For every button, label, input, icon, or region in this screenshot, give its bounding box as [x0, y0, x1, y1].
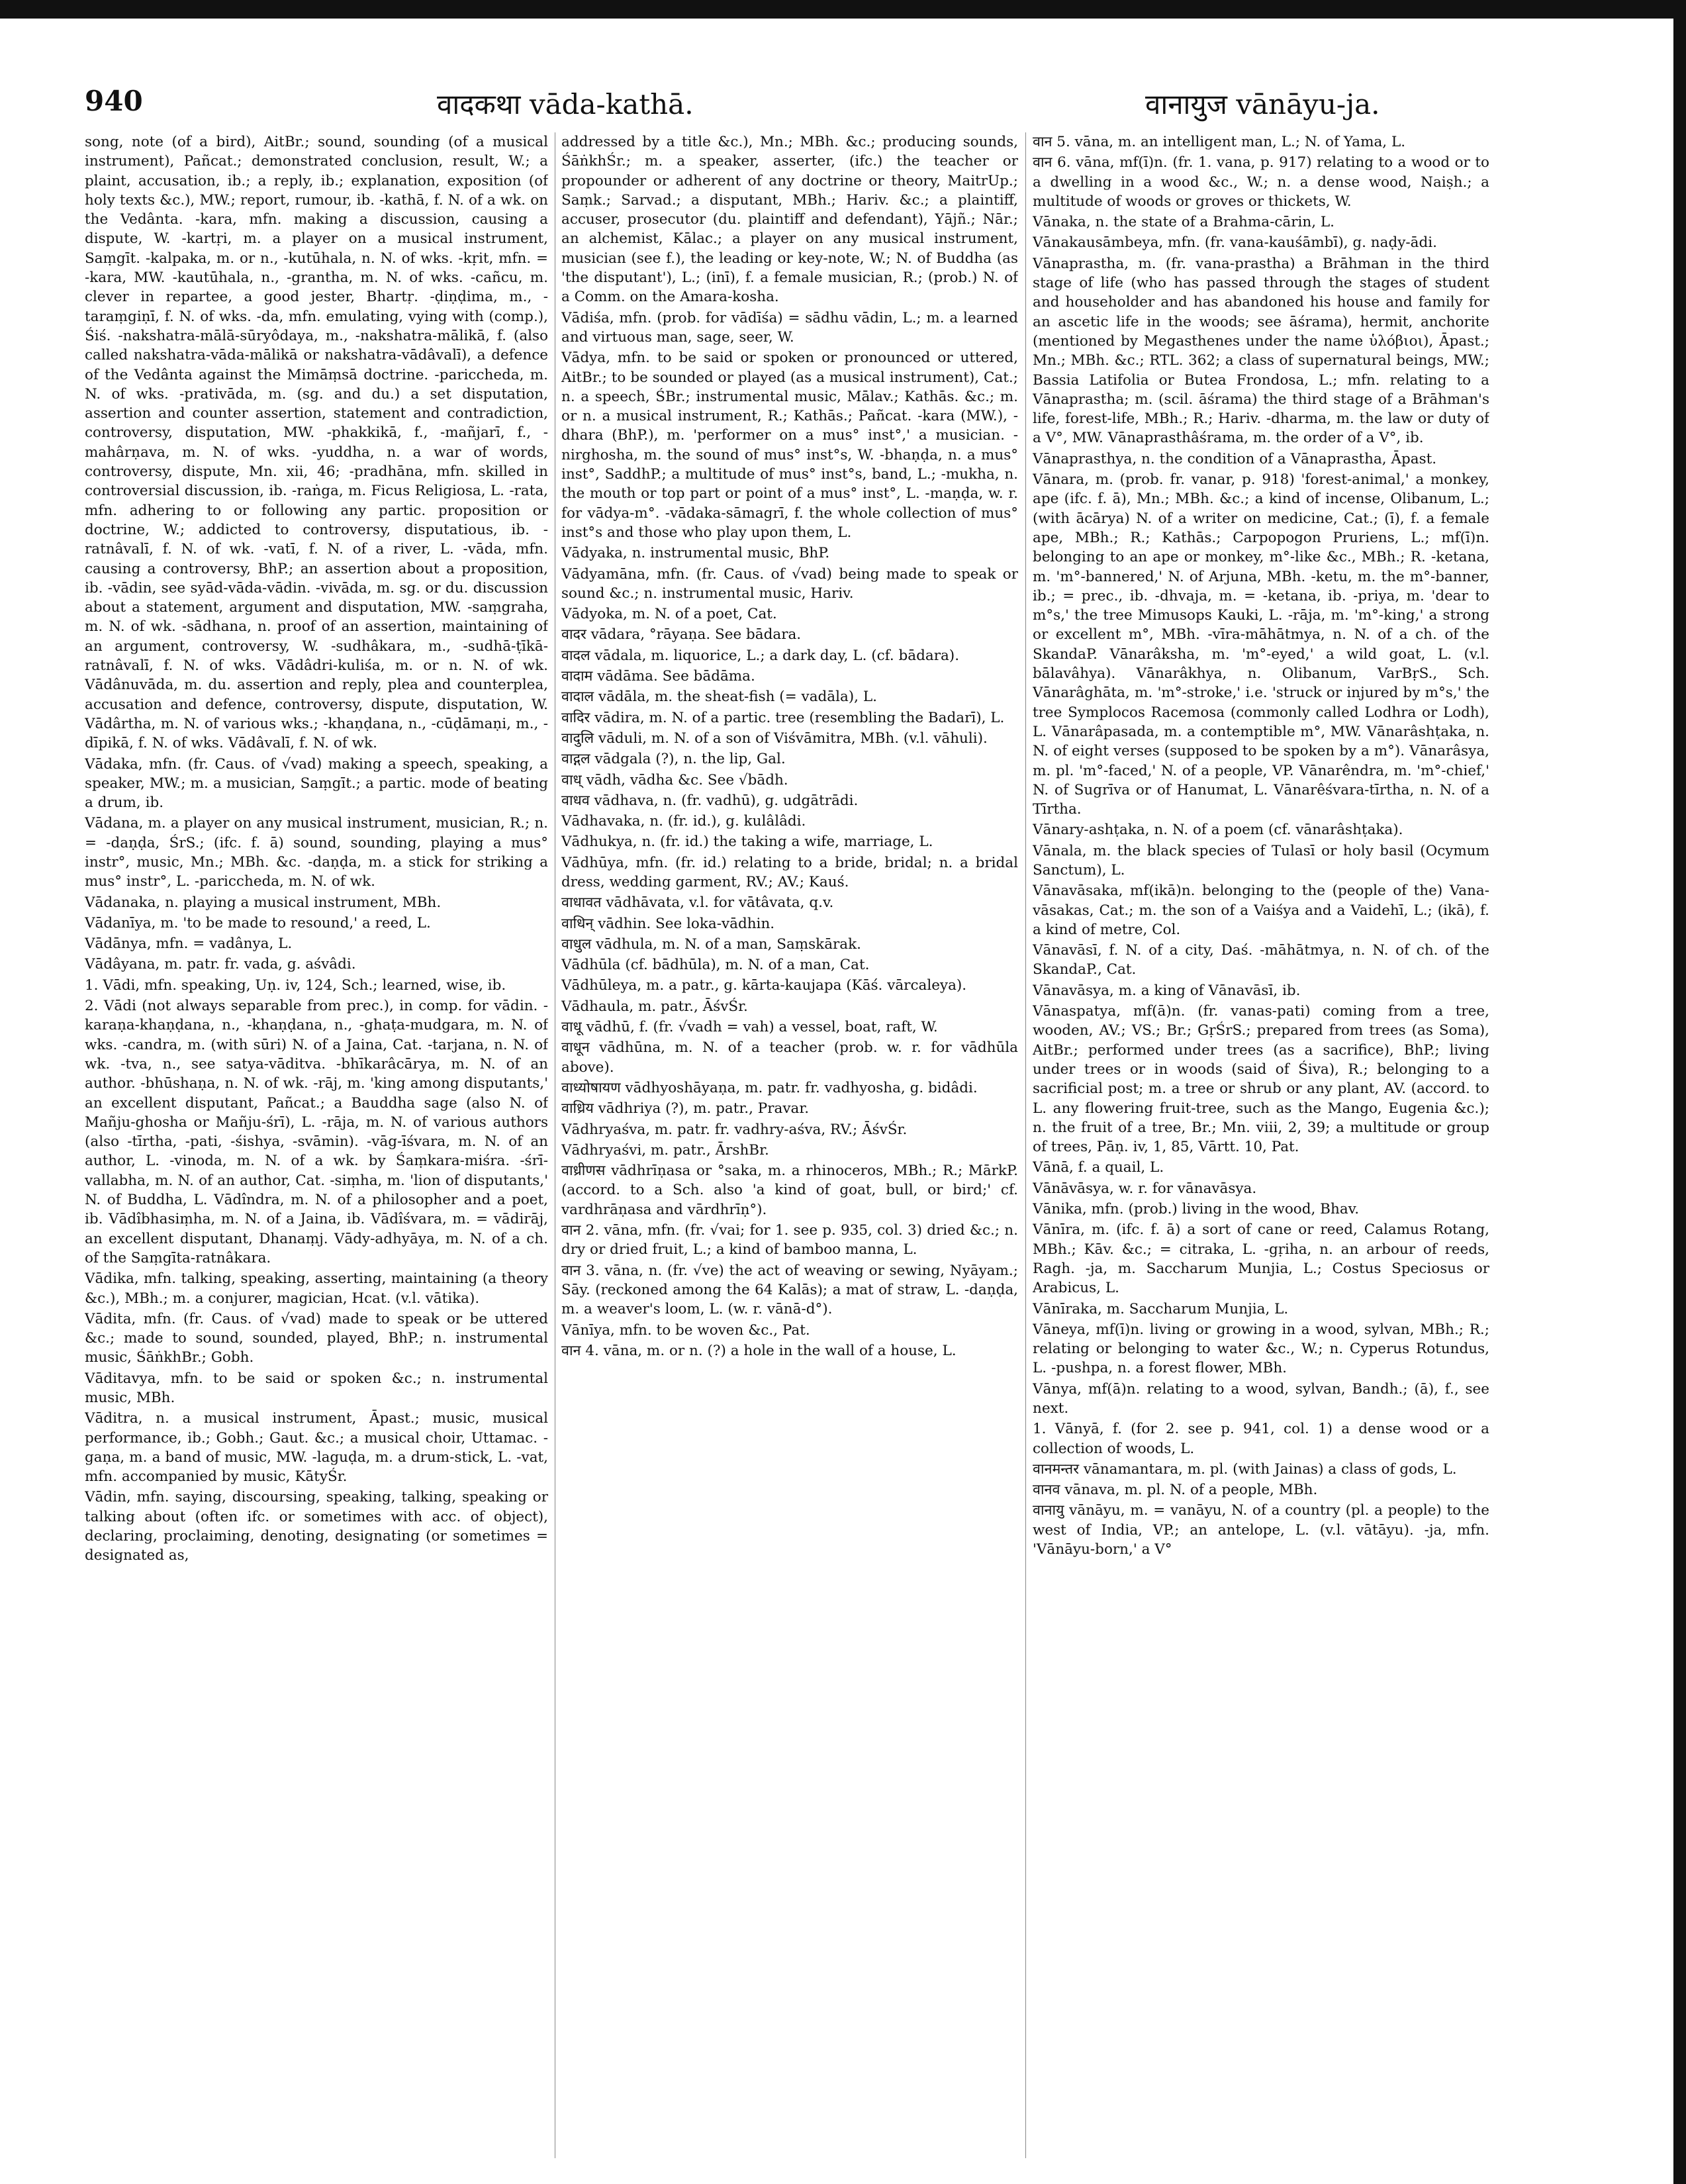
dictionary-entry: Vānavāsī, f. N. of a city, Daś. -māhātmya, n. N. of ch. of the SkandaP., Cat.: [1033, 942, 1489, 978]
dictionary-entry: Vānavāsaka, mf(ikā)n. belonging to the (people of the) Vana-vāsakas, Cat.; m. the son of a Vaiśya and a Vaidehī, L.; (ikā), f. a kind of metre, Col.: [1033, 882, 1489, 938]
dictionary-entry: Vādâyana, m. patr. fr. vada, g. aśvâdi.: [85, 956, 356, 973]
dictionary-entry: वाध्रिय vādhriya (?), m. patr., Pravar.: [561, 1100, 810, 1117]
dictionary-entry: Vādyaka, n. instrumental music, BhP.: [561, 545, 830, 562]
dictionary-entry: 1. Vādi, mfn. speaking, Uṇ. iv, 124, Sch.; learned, wise, ib.: [85, 976, 506, 994]
dictionary-entry: वाधुल vādhula, m. N. of a man, Saṃskārak.: [561, 935, 861, 953]
dictionary-entry: Vāditavya, mfn. to be said or spoken &c.; n. instrumental music, MBh.: [85, 1370, 548, 1406]
dictionary-entry: Vānika, mfn. (prob.) living in the wood, Bhav.: [1033, 1201, 1360, 1218]
dictionary-entry: Vānakausāmbeya, mfn. (fr. vana-kauśāmbī), g. naḍy-ādi.: [1033, 234, 1437, 252]
dictionary-entry: वादिर vādira, m. N. of a partic. tree (resembling the Badarī), L.: [561, 709, 1005, 726]
dictionary-entry: Vānala, m. the black species of Tulasī or holy basil (Ocymum Sanctum), L.: [1033, 842, 1489, 878]
dictionary-entry: वाधावत vādhāvata, v.l. for vātâvata, q.v.: [561, 894, 834, 912]
dictionary-entry: Vādika, mfn. talking, speaking, asserting, maintaining (a theory &c.), MBh.; m. a conjurer, magician, Hcat. (v.l. vātika).: [85, 1270, 548, 1307]
dictionary-column-3: [1033, 132, 1489, 2158]
dictionary-entry: Vādhavaka, n. (fr. id.), g. kulâlâdi.: [561, 813, 806, 830]
dictionary-entry: Vānavāsya, m. a king of Vānavāsī, ib.: [1033, 982, 1301, 999]
dictionary-entry: Vādhukya, n. (fr. id.) the taking a wife, marriage, L.: [561, 833, 933, 851]
dictionary-entry: Vānīraka, m. Saccharum Munjia, L.: [1033, 1300, 1289, 1317]
dictionary-entry: वान 4. vāna, m. or n. (?) a hole in the wall of a house, L.: [561, 1342, 957, 1359]
dictionary-entry: Vādin, mfn. saying, discoursing, speaking, talking, speaking or talking about (often ifc. or sometimes with acc. of object), declaring, proclaiming, denoting, designating (or sometimes = designated as,: [85, 1489, 548, 1564]
dictionary-entry: Vānaka, n. the state of a Brahma-cārin, L.: [1033, 214, 1335, 231]
dictionary-entry: वान 2. vāna, mfn. (fr. √vai; for 1. see p. 935, col. 3) dried &c.; n. dry or dried fruit, L.; a kind of bamboo manna, L.: [561, 1222, 1018, 1258]
scan-border-notch: [1648, 9, 1673, 15]
dictionary-entry: Vādyamāna, mfn. (fr. Caus. of √vad) being made to speak or sound &c.; n. instrumental music, Hariv.: [561, 565, 1018, 602]
dictionary-entry: Vānary-ashṭaka, n. N. of a poem (cf. vānarâshṭaka).: [1033, 822, 1403, 839]
dictionary-entry: वादाम vādāma. See bādāma.: [561, 668, 755, 685]
page-number: 940: [85, 85, 143, 117]
dictionary-entry: 2. Vādi (not always separable from prec.), in comp. for vādin. -karaṇa-khaṇḍana, n., -khaṇḍana, n., -ghaṭa-mudgara, m. N. of wks. -candra, m. (with sūri) N. of a Jaina, Cat. -tarjana, n. N. of wk. -tva, n., see satya-vāditva. -bhīkarâcārya, m. N. of an author. -bhūshaṇa, n. N. of wk. -rāj, m. 'king among disputants,' an excellent disputant, Pañcat.; a Bauddha sage (also N. of Mañju-ghosha or Mañju-śrī), L. -rāja, m. N. of various authors (also -tīrtha, -pati, -śishya, -svāmin). -vāg-īśvara, m. N. of an author, L. -vinoda, m. N. of a wk. by Śaṃkara-miśra. -śrī-vallabha, m. N. of an author, Cat. -siṃha, m. 'lion of disputants,' N. of Buddha, L. Vādîndra, m. N. of a philosopher and a poet, ib. Vādîbhasiṃha, m. N. of a Jaina, ib. Vādîśvara, m. = vādirāj, an excellent disputant, Dhanaṃj. Vādy-adhyāya, m. N. of a ch. of the Saṃgīta-ratnâkara.: [85, 998, 548, 1266]
dictionary-entry: वाधून vādhūna, m. N. of a teacher (prob. w. r. for vādhūla above).: [561, 1039, 1018, 1076]
dictionary-entry: Vānīra, m. (ifc. f. ā) a sort of cane or reed, Calamus Rotang, MBh.; Kāv. &c.; = citraka, L. -gṛiha, n. an arbour of reeds, Ragh. -ja, m. Saccharum Munjia, L.; Costus Speciosus or Arabicus, L.: [1033, 1221, 1489, 1297]
dictionary-entry: Vādita, mfn. (fr. Caus. of √vad) made to speak or be uttered &c.; made to sound, sounded, played, BhP.; n. instrumental music, ŚāṅkhBr.; Gobh.: [85, 1310, 548, 1366]
dictionary-entry: Vādhryaśva, m. patr. fr. vadhry-aśva, RV.; ĀśvŚr.: [561, 1121, 908, 1138]
dictionary-entry: Vādana, m. a player on any musical instrument, musician, R.; n. = -daṇḍa, ŚrS.; (ifc. f. ā) sound, sounding, playing a mus° instr°, music, Mn.; MBh. &c. -daṇḍa, m. a stick for striking a mus° instr°, L. -pariccheda, m. N. of wk.: [85, 815, 548, 890]
dictionary-entry: Vādyoka, m. N. of a poet, Cat.: [561, 606, 777, 623]
dictionary-entry: Vādhūya, mfn. (fr. id.) relating to a bride, bridal; n. a bridal dress, wedding garment, RV.; AV.; Kauś.: [561, 854, 1018, 890]
dictionary-entry: Vānā, f. a quail, L.: [1033, 1159, 1164, 1176]
scan-border-top: [0, 0, 1686, 19]
dictionary-column-2: [561, 132, 1018, 2158]
dictionary-entry: Vādhaula, m. patr., ĀśvŚr.: [561, 998, 748, 1015]
dictionary-column-1: [85, 132, 548, 2158]
dictionary-entry: Vāneya, mf(ī)n. living or growing in a wood, sylvan, MBh.; R.; relating or belonging to water &c., W.; n. Cyperus Rotundus, L. -pushpa, n. a forest flower, MBh.: [1033, 1321, 1489, 1377]
dictionary-entry: Vānara, m. (prob. fr. vanar, p. 918) 'forest-animal,' a monkey, ape (ifc. f. ā), Mn.; MBh. &c.; a kind of incense, Olibanum, L.; (with ācārya) N. of a writer on medicine, Cat.; (ī), f. a female ape, MBh.; R.; Kathās.; Carpopogon Pruriens, L.; mf(ī)n. belonging to an ape or monkey, m°-like &c., MBh.; R. -ketana, m. 'm°-bannered,' N. of Arjuna, MBh. -ketu, m. the m°-banner, ib.; = prec., ib. -dhvaja, m. = -ketana, ib. -priya, m. 'dear to m°s,' the tree Mimusops Kauki, L. -rāja, m. 'm°-king,' a strong or excellent m°, MBh. -vīra-māhātmya, n. N. of a ch. of the SkandaP. Vānarâksha, m. 'm°-eyed,' a wild goat, L. (v.l. bālavâhya). Vānarâkhya, n. Olibanum, VarBṛS., Sch. Vānarâghāta, m. 'm°-stroke,' i.e. 'struck or injured by m°s,' the tree Symplocos Racemosa (commonly called Lodhra or Lodh), L. Vānarâpasada, m. a contemptible m°, MW. Vānarâshṭaka, n. N. of eight verses (supposed to be spoken by a m°). Vānarâsya, m. pl. 'm°-faced,' N. of a people, VP. Vānarêndra, m. 'm°-chief,' N. of Sugrīva or of Hanumat, L. Vānarêśvara-tīrtha, n. N. of a Tīrtha.: [1033, 471, 1489, 818]
dictionary-entry: Vādhūla (cf. bādhūla), m. N. of a man, Cat.: [561, 957, 870, 974]
dictionary-entry: song, note (of a bird), AitBr.; sound, sounding (of a musical instrument), Pañcat.; demonstrated conclusion, result, W.; a plaint, accusation, ib.; a reply, ib.; explanation, exposition (of holy texts &c.), MW.; report, rumour, ib. -kathā, f. N. of a wk. on the Vedânta. -kara, mfn. making a discussion, causing a dispute, W. -kartṛi, m. a player on a musical instrument, Saṃgīt. -kalpaka, m. or n., -kutūhala, n. N. of wks. -kṛit, mfn. = -kara, MW. -kautūhala, n., -grantha, m. N. of wks. -cañcu, m. clever in repartee, a good jester, Bhartṛ. -ḍiṇḍima, m., -taraṃgiṇī, f. N. of wks. -da, mfn. emulating, vying with (comp.), Śiś. -nakshatra-mālā-sūryôdaya, m., -nakshatra-mālikā, f. (also called nakshatra-vāda-mālikā or nakshatra-vādâvalī), a defence of the Vedânta against the Mimāṃsā doctrine. -pariccheda, m. N. of wks. -prativāda, m. (sg. and du.) a set disputation, assertion and counter assertion, statement and contradiction, controversy, disputation, MW. -phakkikā, f., -mañjarī, f., -mahârṇava, m. N. of wks. -yuddha, n. a war of words, controversy, dispute, Mn. xii, 46; -pradhāna, mfn. skilled in controversial discussion, ib. -raṅga, m. Ficus Religiosa, L. -rata, mfn. adhering to or following any partic. proposition or doctrine, W.; addicted to controversy, disputatious, ib. -ratnâvalī, f. N. of wk. -vatī, f. N. of a river, L. -vāda, mfn. causing a controversy, BhP.; an assertion about a proposition, ib. -vādin, see syād-vāda-vādin. -vivāda, m. sg. or du. discussion about a statement, argument and disputation, MW. -saṃgraha, m. N. of wk. -sādhana, n. proof of an assertion, maintaining of an argument, controversy, W. -sudhâkara, m., -sudhā-ṭīkā-ratnâvalī, f. N. of wks. Vādâdri-kuliśa, m. or n. N. of wk. Vādânuvāda, m. du. assertion and reply, plea and counterplea, accusation and defence, controversy, dispute, disputation, W. Vādârtha, m. N. of various wks.; -khaṇḍana, n., -cūḍāmaṇi, m., -dīpikā, f. N. of wks. Vādâvalī, f. N. of wk.: [85, 134, 548, 752]
dictionary-entry: Vāditra, n. a musical instrument, Āpast.; music, musical performance, ib.; Gobh.; Gaut. &c.; a musical choir, Uttamac. -gaṇa, m. a band of music, MW. -laguḍa, m. a drum-stick, L. -vat, mfn. accompanied by music, KātyŚr.: [85, 1410, 548, 1486]
dictionary-entry: Vānya, mf(ā)n. relating to a wood, sylvan, Bandh.; (ā), f., see next.: [1033, 1380, 1489, 1417]
dictionary-entry: वानमन्तर vānamantara, m. pl. (with Jainas) a class of gods, L.: [1033, 1460, 1457, 1478]
dictionary-entry: Vādaka, mfn. (fr. Caus. of √vad) making a speech, speaking, a speaker, MW.; m. a musician, Saṃgīt.; a partic. mode of beating a drum, ib.: [85, 755, 548, 812]
dictionary-entry: Vādhryaśvi, m. patr., ĀrshBr.: [561, 1141, 769, 1159]
dictionary-entry: addressed by a title &c.), Mn.; MBh. &c.; producing sounds, ŚāṅkhŚr.; m. a speaker, asserter, (ifc.) the teacher or propounder or adherent of any doctrine or theory, MaitrUp.; Saṃk.; Sarvad.; a disputant, MBh.; Hariv. &c.; a plaintiff, accuser, prosecutor (du. plaintiff and defendant), Yājñ.; Nār.; an alchemist, Kālac.; a player on any musical instrument, musician (see f.), the leading or key-note, W.; N. of Buddha (as 'the disputant'), L.; (inī), f. a female musician, R.; (prob.) N. of a Comm. on the Amara-kosha.: [561, 134, 1018, 306]
dictionary-entry: वादल vādala, m. liquorice, L.; a dark day, L. (cf. bādara).: [561, 647, 960, 664]
dictionary-entry: वाधव vādhava, n. (fr. vadhū), g. udgātrādi.: [561, 792, 859, 809]
dictionary-entry: वान 3. vāna, n. (fr. √ve) the act of weaving or sewing, Nyāyam.; Sāy. (reckoned among the 64 Kalās); a mat of straw, L. -daṇḍa, m. a weaver's loom, L. (w. r. vānā-d°).: [561, 1262, 1018, 1318]
dictionary-entry: वानायु vānāyu, m. = vanāyu, N. of a country (pl. a people) to the west of India, VP.; an antelope, L. (v.l. vātāyu). -ja, mfn. 'Vānāyu-born,' a V°: [1033, 1502, 1489, 1558]
column-rule: [1025, 132, 1026, 2158]
dictionary-entry: वादर vādara, °rāyaṇa. See bādara.: [561, 626, 802, 643]
dictionary-entry: Vānaprasthya, n. the condition of a Vānaprastha, Āpast.: [1033, 450, 1437, 467]
dictionary-entry: वाधू vādhū, f. (fr. √vadh = vah) a vessel, boat, raft, W.: [561, 1019, 938, 1036]
dictionary-entry: वान 6. vāna, mf(ī)n. (fr. 1. vana, p. 917) relating to a wood or to a dwelling in a wood &c., W.; n. a dense wood, Naiṣh.; a multitude of woods or groves or thickets, W.: [1033, 154, 1489, 210]
dictionary-entry: वाधिन् vādhin. See loka-vādhin.: [561, 915, 775, 932]
dictionary-entry: Vādanaka, n. playing a musical instrument, MBh.: [85, 894, 442, 911]
dictionary-entry: Vānīya, mfn. to be woven &c., Pat.: [561, 1321, 810, 1339]
dictionary-entry: 1. Vānyā, f. (for 2. see p. 941, col. 1) a dense wood or a collection of woods, L.: [1033, 1421, 1489, 1457]
dictionary-entry: Vānaspatya, mf(ā)n. (fr. vanas-pati) coming from a tree, wooden, AV.; VS.; Br.; GṛŚrS.; prepared from trees (as Soma), AitBr.; performed under trees (as a sacrifice), BhP.; living under trees or in woods (said of Śiva), R.; belonging to a sacrificial post; m. a tree or shrub or any plant, AV. (accord. to L. any flowering fruit-tree, such as the Mango, Eugenia &c.); n. the fruit of a tree, Br.; Mn. viii, 2, 39; a multitude or group of trees, Pāṇ. iv, 1, 85, Vārtt. 10, Pat.: [1033, 1003, 1489, 1156]
dictionary-entry: Vādhūleya, m. a patr., g. kārta-kaujapa (Kāś. vārcaleya).: [561, 977, 967, 994]
dictionary-entry: Vānāvāsya, w. r. for vānavāsya.: [1033, 1180, 1257, 1197]
dictionary-entry: वाध्रीणस vādhrīṇasa or °saka, m. a rhinoceros, MBh.; R.; MārkP. (accord. to a Sch. also 'a kind of goat, bull, or bird;' cf. vardhrāṇasa and vārdhrīṇ°).: [561, 1163, 1018, 1218]
dictionary-entry: वान 5. vāna, m. an intelligent man, L.; N. of Yama, L.: [1033, 134, 1406, 150]
dictionary-entry: Vādanīya, m. 'to be made to resound,' a reed, L.: [85, 914, 431, 931]
running-head-left: वादकथा vāda-kathā.: [437, 88, 694, 120]
dictionary-entry: Vānaprastha, m. (fr. vana-prastha) a Brāhman in the third stage of life (who has passed through the stages of student and householder and has abandoned his house and family for an ascetic life in the woods; see āśrama), hermit, anchorite (mentioned by Megasthenes under the name ὑλόβιοι), Āpast.; Mn.; MBh. &c.; RTL. 362; a class of supernatural beings, MW.; Bassia Latifolia or Butea Frondosa, L.; mfn. relating to a Vānaprastha; m. (scil. āśrama) the third stage of a Brāhman's life, forest-life, MBh.; R.; Hariv. -dharma, m. the law or duty of a V°, MW. Vānaprasthâśrama, m. the order of a V°, ib.: [1033, 255, 1489, 447]
scan-border-right: [1673, 0, 1686, 2184]
dictionary-entry: Vādānya, mfn. = vadânya, L.: [85, 935, 293, 953]
dictionary-entry: वादाल vādāla, m. the sheat-fish (= vadāla), L.: [561, 688, 877, 706]
dictionary-entry: Vādya, mfn. to be said or spoken or pronounced or uttered, AitBr.; to be sounded or played (as a musical instrument), Cat.; n. a speech, ŚBr.; instrumental music, Mālav.; Kathās. &c.; m. or n. a musical instrument, R.; Kathās.; Pañcat. -kara (MW.), -dhara (BhP.), m. 'performer on a mus° inst°,' a musician. -nirghosha, m. the sound of mus° inst°s, W. -bhaṇḍa, n. a mus° inst°, SaddhP.; a multitude of mus° inst°s, band, L.; -mukha, n. the mouth or top part or point of a mus° inst°, L. -maṇḍa, w. r. for vādya-m°. -vādaka-sāmagrī, f. the whole collection of mus° inst°s and those who play upon them, L.: [561, 350, 1018, 541]
dictionary-entry: वाद्गल vādgala (?), n. the lip, Gal.: [561, 751, 786, 768]
running-head-right: वानायुज vānāyu-ja.: [1145, 88, 1380, 120]
dictionary-entry: वादुलि vāduli, m. N. of a son of Viśvāmitra, MBh. (v.l. vāhuli).: [561, 730, 988, 747]
dictionary-entry: वाध् vādh, vādha &c. See √bādh.: [561, 771, 788, 788]
dictionary-entry: Vādiśa, mfn. (prob. for vādīśa) = sādhu vādin, L.; m. a learned and virtuous man, sage, seer, W.: [561, 309, 1018, 346]
dictionary-entry: वाध्योषायण vādhyoshāyaṇa, m. patr. fr. vadhyosha, g. bidâdi.: [561, 1079, 978, 1096]
dictionary-entry: वानव vānava, m. pl. N. of a people, MBh.: [1033, 1482, 1318, 1499]
